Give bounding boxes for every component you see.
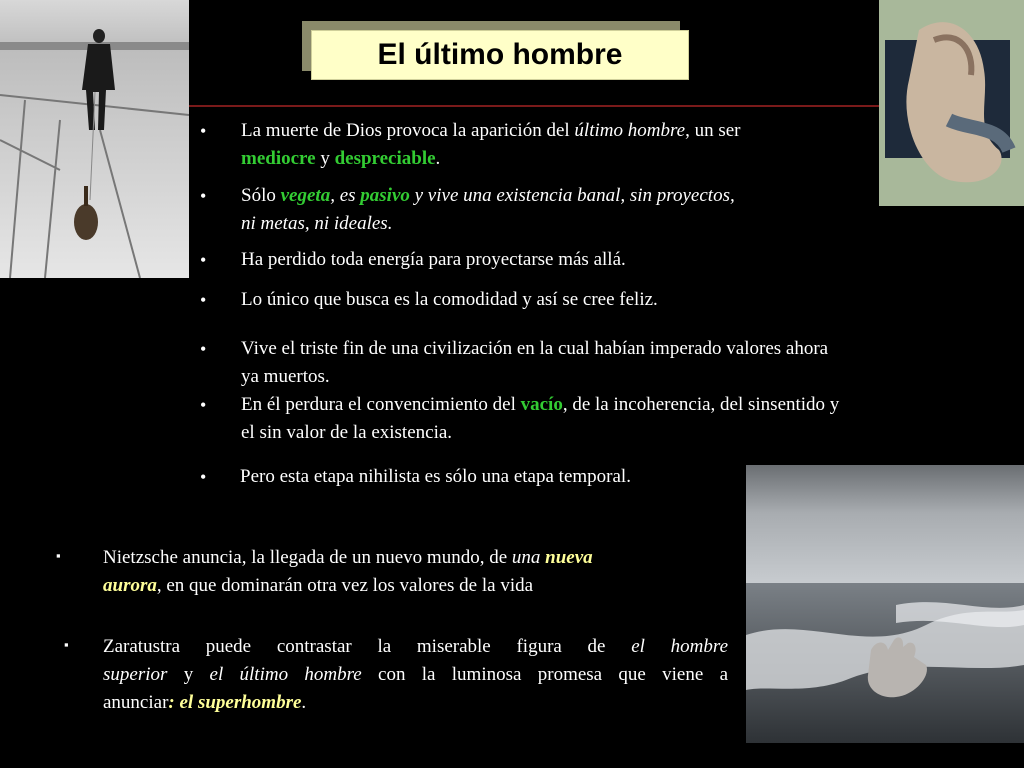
- walking-man-photo: [0, 0, 189, 278]
- square-marker: ▪: [64, 637, 69, 652]
- bullet-marker: •: [200, 121, 207, 141]
- bullet-marker: •: [200, 339, 207, 359]
- square-marker: ▪: [56, 548, 61, 563]
- title-box: [311, 30, 689, 80]
- sea-hand-photo: [746, 465, 1024, 743]
- bullet-5: Vive el triste fin de una civilización en la cual habían imperado valores ahora ya muertos.: [241, 338, 829, 387]
- title-divider: [189, 105, 879, 107]
- square-item-1: Nietzsche anuncia, la llegada de un nuevo mundo, de una nueva aurora, en que dominarán otra vez los valores de la vida: [103, 547, 593, 596]
- bullet-4: Lo único que busca es la comodidad y así se cree feliz.: [241, 289, 658, 310]
- square-item-2: Zaratustra puede contrastar la miserable figura de el hombre superior y el último hombre con la luminosa promesa que viene a anunciar: el superhombre.: [103, 636, 729, 713]
- slide-title: El último hombre: [377, 38, 623, 71]
- bullet-marker: •: [200, 250, 207, 270]
- bullet-marker: •: [200, 290, 207, 310]
- bullet-marker: •: [200, 395, 207, 415]
- crouching-figure-painting: [879, 0, 1024, 206]
- bullet-7: Pero esta etapa nihilista es sólo una etapa temporal.: [240, 466, 631, 487]
- bullet-6: En él perdura el convencimiento del vacío, de la incoherencia, del sinsentido y el sin valor de la existencia.: [241, 394, 840, 443]
- bullet-1: La muerte de Dios provoca la aparición del último hombre, un ser mediocre y despreciable.: [241, 120, 741, 169]
- bullet-marker: •: [200, 467, 207, 487]
- bullet-2: Sólo vegeta, es pasivo y vive una existencia banal, sin proyectos, ni metas, ni ideales.: [241, 185, 735, 234]
- bullet-marker: •: [200, 186, 207, 206]
- bullet-3: Ha perdido toda energía para proyectarse más allá.: [241, 249, 626, 270]
